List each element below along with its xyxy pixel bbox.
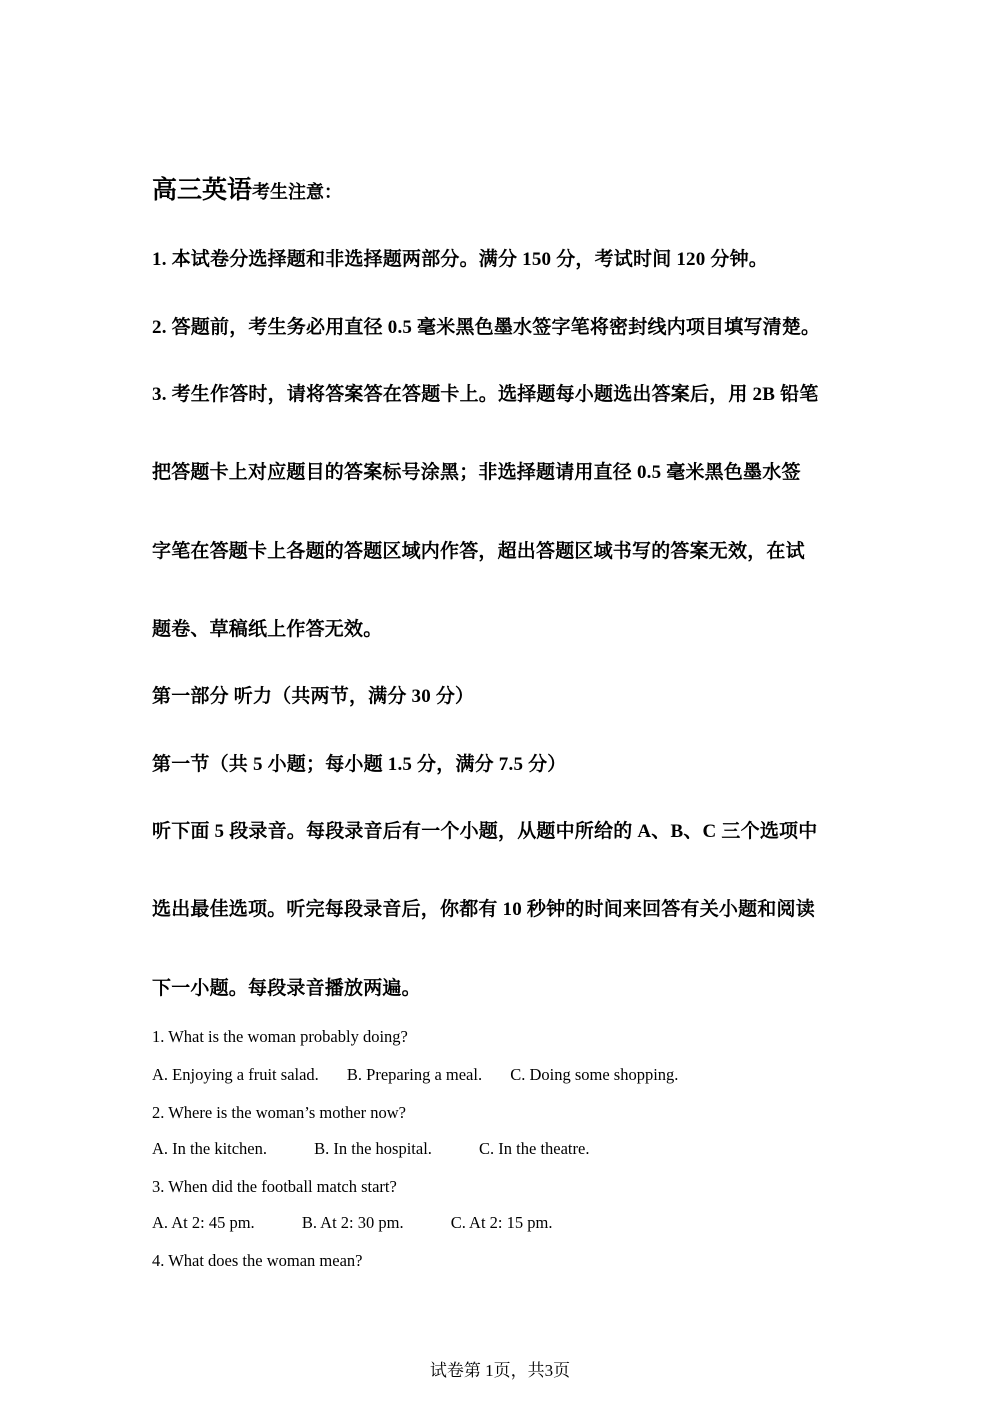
- notice-1: 1. 本试卷分选择题和非选择题两部分。满分 150 分，考试时间 120 分钟。: [152, 249, 769, 270]
- section1-heading: 第一节（共 5 小题；每小题 1.5 分，满分 7.5 分）: [152, 754, 567, 775]
- notice-3-line-4: 题卷、草稿纸上作答无效。: [152, 619, 383, 640]
- question-1-option-c: C. Doing some shopping.: [510, 1065, 679, 1084]
- question-1-option-a: A. Enjoying a fruit salad.: [152, 1065, 319, 1084]
- question-1-stem: 1. What is the woman probably doing?: [152, 1027, 408, 1046]
- question-2-option-a: A. In the kitchen.: [152, 1139, 268, 1158]
- page-footer: 试卷第 1页，共3页: [429, 1361, 571, 1380]
- question-2-options: [152, 1139, 589, 1159]
- question-4-stem: 4. What does the woman mean?: [152, 1251, 363, 1270]
- notice-3-line-1: 3. 考生作答时，请将答案答在答题卡上。选择题每小题选出答案后，用 2B 铅笔: [152, 384, 819, 405]
- notice-3-line-3: 字笔在答题卡上各题的答题区域内作答，超出答题区域书写的答案无效，在试: [152, 541, 805, 562]
- question-3-stem: 3. When did the football match start?: [152, 1177, 397, 1196]
- notice-label: 考生注意：: [252, 182, 343, 203]
- exam-title: [152, 170, 342, 206]
- question-3-option-c: C. At 2: 15 pm.: [450, 1213, 553, 1232]
- instructions-line-1: 听下面 5 段录音。每段录音后有一个小题，从题中所给的 A、B、C 三个选项中: [152, 821, 818, 842]
- question-3-option-b: B. At 2: 30 pm.: [301, 1213, 404, 1232]
- part1-heading: 第一部分 听力（共两节，满分 30 分）: [152, 686, 475, 707]
- question-2-stem: 2. Where is the woman’s mother now?: [152, 1103, 407, 1122]
- notice-3-line-2: 把答题卡上对应题目的答案标号涂黑；非选择题请用直径 0.5 毫米黑色墨水签: [152, 462, 801, 483]
- notice-2: 2. 答题前，考生务必用直径 0.5 毫米黑色墨水签字笔将密封线内项目填写清楚。: [152, 317, 821, 338]
- question-1-option-b: B. Preparing a meal.: [346, 1065, 483, 1084]
- question-1-options: [152, 1065, 678, 1085]
- question-2-option-c: C. In the theatre.: [479, 1139, 590, 1158]
- instructions-line-3: 下一小题。每段录音播放两遍。: [152, 978, 421, 999]
- instructions-line-2: 选出最佳选项。听完每段录音后，你都有 10 秒钟的时间来回答有关小题和阅读: [152, 899, 815, 920]
- question-2-option-b: B. In the hospital.: [314, 1139, 432, 1158]
- question-3-option-a: A. At 2: 45 pm.: [152, 1213, 255, 1232]
- question-3-options: [152, 1213, 552, 1233]
- exam-title-text: 高三英语: [152, 175, 253, 204]
